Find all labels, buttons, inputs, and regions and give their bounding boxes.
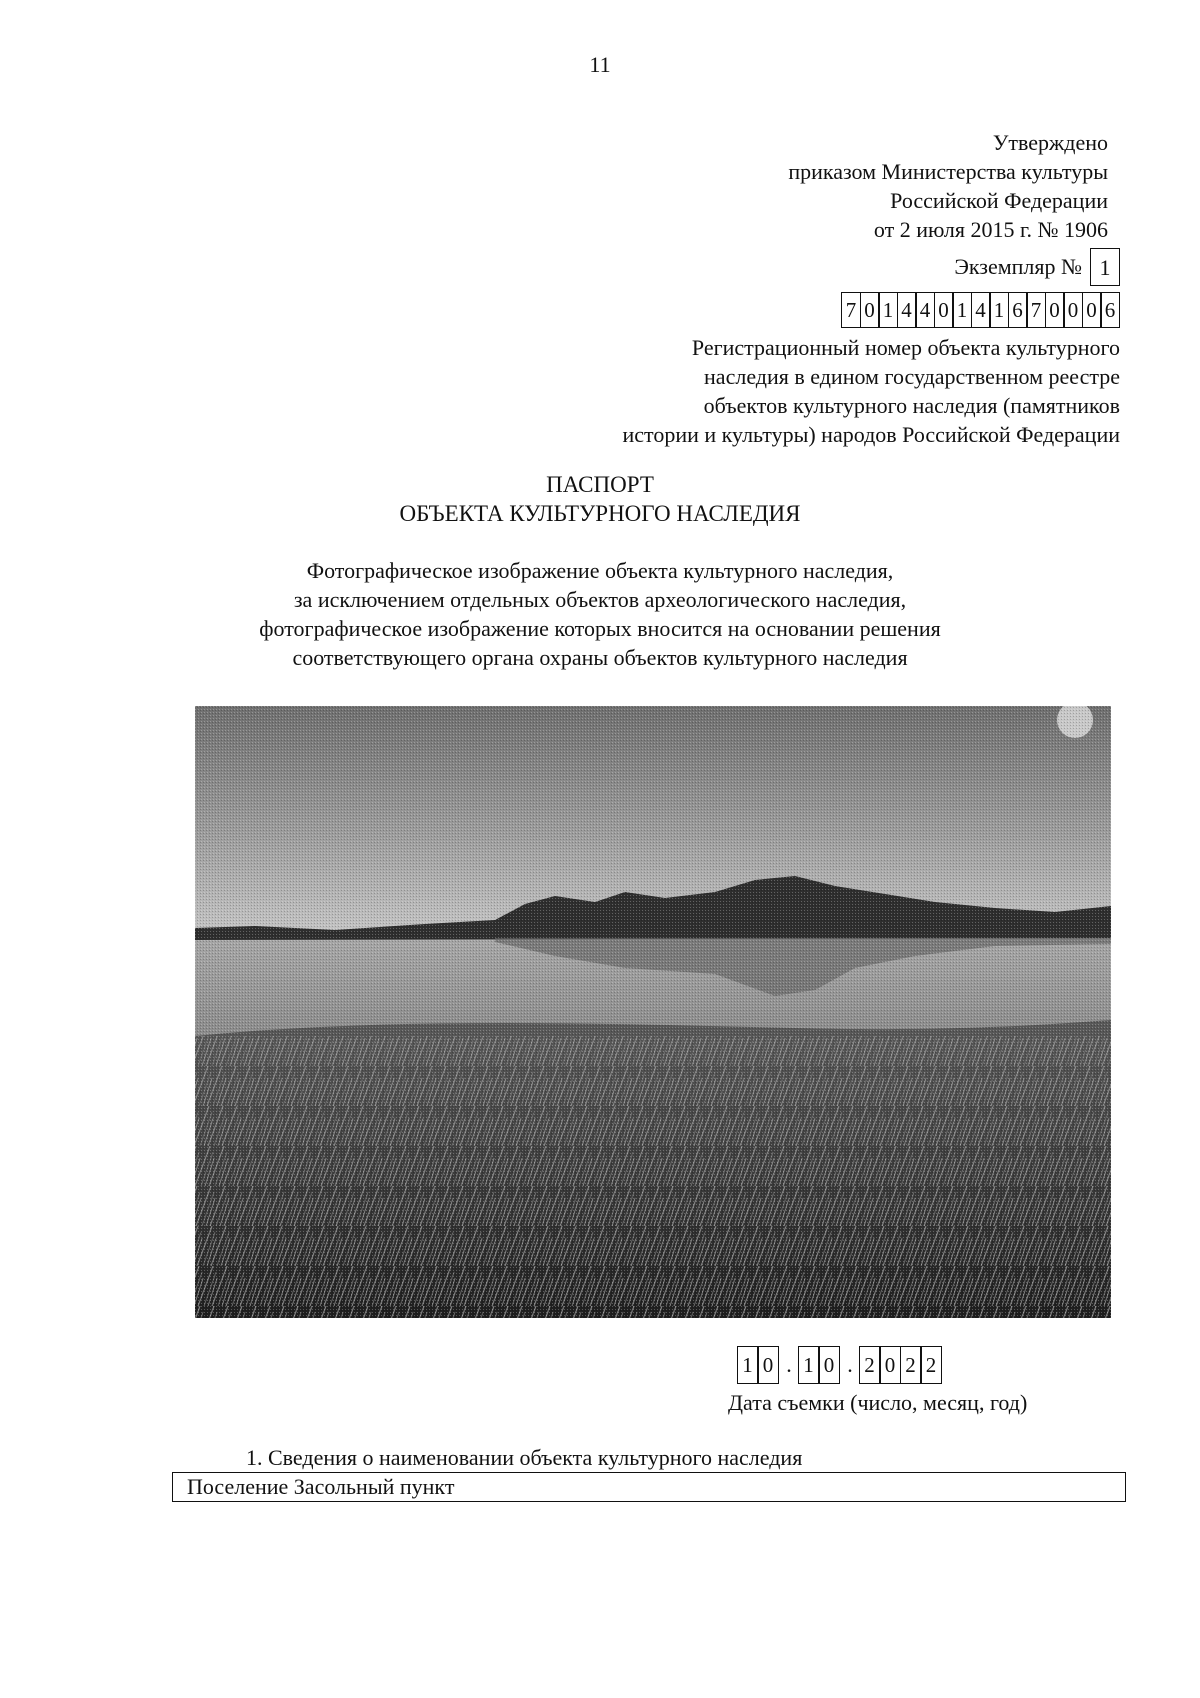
date-caption: Дата съемки (число, месяц, год) bbox=[728, 1390, 1028, 1415]
copy-number-line bbox=[954, 248, 1120, 286]
approval-line: Российской Федерации bbox=[890, 188, 1108, 213]
approval-line: Утверждено bbox=[992, 130, 1108, 155]
section-1-heading: 1. Сведения о наименовании объекта культурного наследия bbox=[246, 1445, 803, 1470]
date-digit: 1 bbox=[798, 1346, 820, 1384]
page-number: 11 bbox=[589, 52, 611, 77]
approval-line: от 2 июля 2015 г. № 1906 bbox=[873, 217, 1108, 242]
reg-digit: 1 bbox=[878, 292, 898, 328]
reg-digit: 7 bbox=[1026, 292, 1046, 328]
reg-digit: 0 bbox=[1063, 292, 1083, 328]
date-digit: 2 bbox=[859, 1346, 881, 1384]
registration-number bbox=[843, 292, 1121, 328]
caption-line: Фотографическое изображение объекта культурного наследия, bbox=[306, 558, 894, 583]
date-separator: . bbox=[786, 1352, 792, 1377]
copy-number-box: 1 bbox=[1090, 248, 1120, 286]
reg-digit: 4 bbox=[971, 292, 991, 328]
reg-digit: 6 bbox=[1008, 292, 1028, 328]
document-title bbox=[0, 470, 1200, 528]
photo-caption bbox=[0, 556, 1200, 672]
photo-date bbox=[738, 1346, 942, 1384]
caption-line: объектов культурного наследия (памятников bbox=[703, 393, 1120, 418]
reg-digit: 0 bbox=[1082, 292, 1102, 328]
registration-caption bbox=[622, 333, 1120, 449]
caption-line: истории и культуры) народов Российской Федерации bbox=[622, 422, 1120, 447]
copy-label: Экземпляр № bbox=[954, 254, 1082, 279]
reg-digit: 0 bbox=[934, 292, 954, 328]
reg-digit: 0 bbox=[860, 292, 880, 328]
reg-digit: 7 bbox=[841, 292, 861, 328]
approval-line: приказом Министерства культуры bbox=[788, 159, 1108, 184]
date-digit: 2 bbox=[900, 1346, 922, 1384]
date-digit: 0 bbox=[879, 1346, 901, 1384]
reg-digit: 0 bbox=[1045, 292, 1065, 328]
caption-line: Регистрационный номер объекта культурного bbox=[691, 335, 1120, 360]
reg-digit: 6 bbox=[1100, 292, 1120, 328]
reg-digit: 4 bbox=[915, 292, 935, 328]
reg-digit: 1 bbox=[989, 292, 1009, 328]
object-name-field: Поселение Засольный пункт bbox=[172, 1472, 1126, 1502]
reg-digit: 1 bbox=[952, 292, 972, 328]
caption-line: соответствующего органа охраны объектов культурного наследия bbox=[292, 645, 908, 670]
date-separator: . bbox=[847, 1352, 853, 1377]
date-digit: 2 bbox=[920, 1346, 942, 1384]
reg-digit: 4 bbox=[897, 292, 917, 328]
caption-line: фотографическое изображение которых вносится на основании решения bbox=[259, 616, 941, 641]
date-digit: 1 bbox=[737, 1346, 759, 1384]
dither-texture bbox=[195, 706, 1111, 1318]
title-line: ОБЪЕКТА КУЛЬТУРНОГО НАСЛЕДИЯ bbox=[399, 501, 801, 526]
caption-line: за исключением отдельных объектов археологического наследия, bbox=[293, 587, 907, 612]
title-line: ПАСПОРТ bbox=[546, 472, 654, 497]
approval-block bbox=[788, 128, 1108, 244]
date-digit: 0 bbox=[757, 1346, 779, 1384]
date-digit: 0 bbox=[818, 1346, 840, 1384]
caption-line: наследия в едином государственном реестре bbox=[704, 364, 1120, 389]
landscape-photo bbox=[195, 706, 1111, 1318]
